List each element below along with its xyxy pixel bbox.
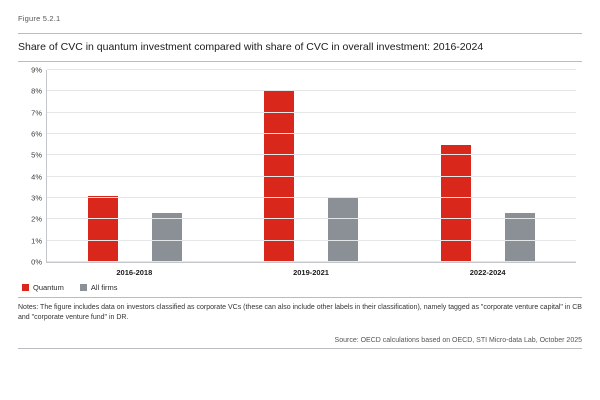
figure-source: Source: OECD calculations based on OECD, STI Micro-data Lab, October 2025 xyxy=(334,337,582,345)
gridline xyxy=(31,236,576,246)
plot-frame xyxy=(31,65,576,267)
legend-label-quantum: Quantum xyxy=(33,283,64,293)
x-axis-tick-label: 2022-2024 xyxy=(469,268,506,278)
y-axis-tick-label: 1% xyxy=(31,236,42,246)
gridline xyxy=(31,172,576,182)
chart-plot-area xyxy=(20,66,582,281)
bar xyxy=(152,213,182,262)
y-axis-tick-label: 2% xyxy=(31,214,42,224)
gridline xyxy=(31,129,576,139)
y-axis-tick-label: 6% xyxy=(31,129,42,139)
y-axis-tick-label: 7% xyxy=(31,108,42,118)
gridline xyxy=(31,193,576,203)
gridline xyxy=(31,150,576,160)
bar xyxy=(88,196,118,262)
title-rule-top xyxy=(18,33,582,34)
legend-swatch-icon xyxy=(80,284,87,291)
y-axis-tick-label: 4% xyxy=(31,172,42,182)
bottom-rule xyxy=(18,348,582,349)
legend-label-all-firms: All firms xyxy=(90,283,118,293)
figure-label: Figure 5.2.1 xyxy=(18,14,61,23)
x-axis-tick-label: 2019-2021 xyxy=(293,268,329,278)
gridline xyxy=(31,214,576,224)
bar-group xyxy=(400,70,576,262)
y-axis-tick-label: 0% xyxy=(31,257,42,267)
figure-notes: Notes: The figure includes data on investors classified as corporate VCs (these can also include other labels in their classification), namely tagged as "corporate venture capital" in CB and "corporate venture fund" in DR. xyxy=(18,304,582,322)
gridline xyxy=(31,86,576,96)
legend-item-quantum xyxy=(22,283,64,292)
bar xyxy=(505,213,535,262)
bar xyxy=(328,198,358,262)
bar-group xyxy=(223,70,399,262)
gridline xyxy=(31,65,576,75)
y-axis-tick-label: 3% xyxy=(31,193,42,203)
bar-groups xyxy=(47,70,576,262)
x-axis-tick-label: 2016-2018 xyxy=(116,268,153,278)
title-rule-bottom xyxy=(18,61,582,62)
gridline xyxy=(31,257,576,267)
chart-legend xyxy=(22,283,582,292)
x-axis-labels xyxy=(46,265,576,281)
bar-group xyxy=(47,70,223,262)
y-axis-tick-label: 8% xyxy=(31,86,42,96)
bar xyxy=(264,91,294,262)
notes-rule xyxy=(18,297,582,298)
legend-item-all-firms xyxy=(80,283,118,292)
bar xyxy=(441,145,471,262)
gridline xyxy=(31,108,576,118)
y-axis-tick-label: 5% xyxy=(31,150,42,160)
y-axis-tick-label: 9% xyxy=(31,65,42,75)
legend-swatch-icon xyxy=(22,284,29,291)
chart-title: Share of CVC in quantum investment compared with share of CVC in overall investment: 2016-2024 xyxy=(18,41,484,53)
